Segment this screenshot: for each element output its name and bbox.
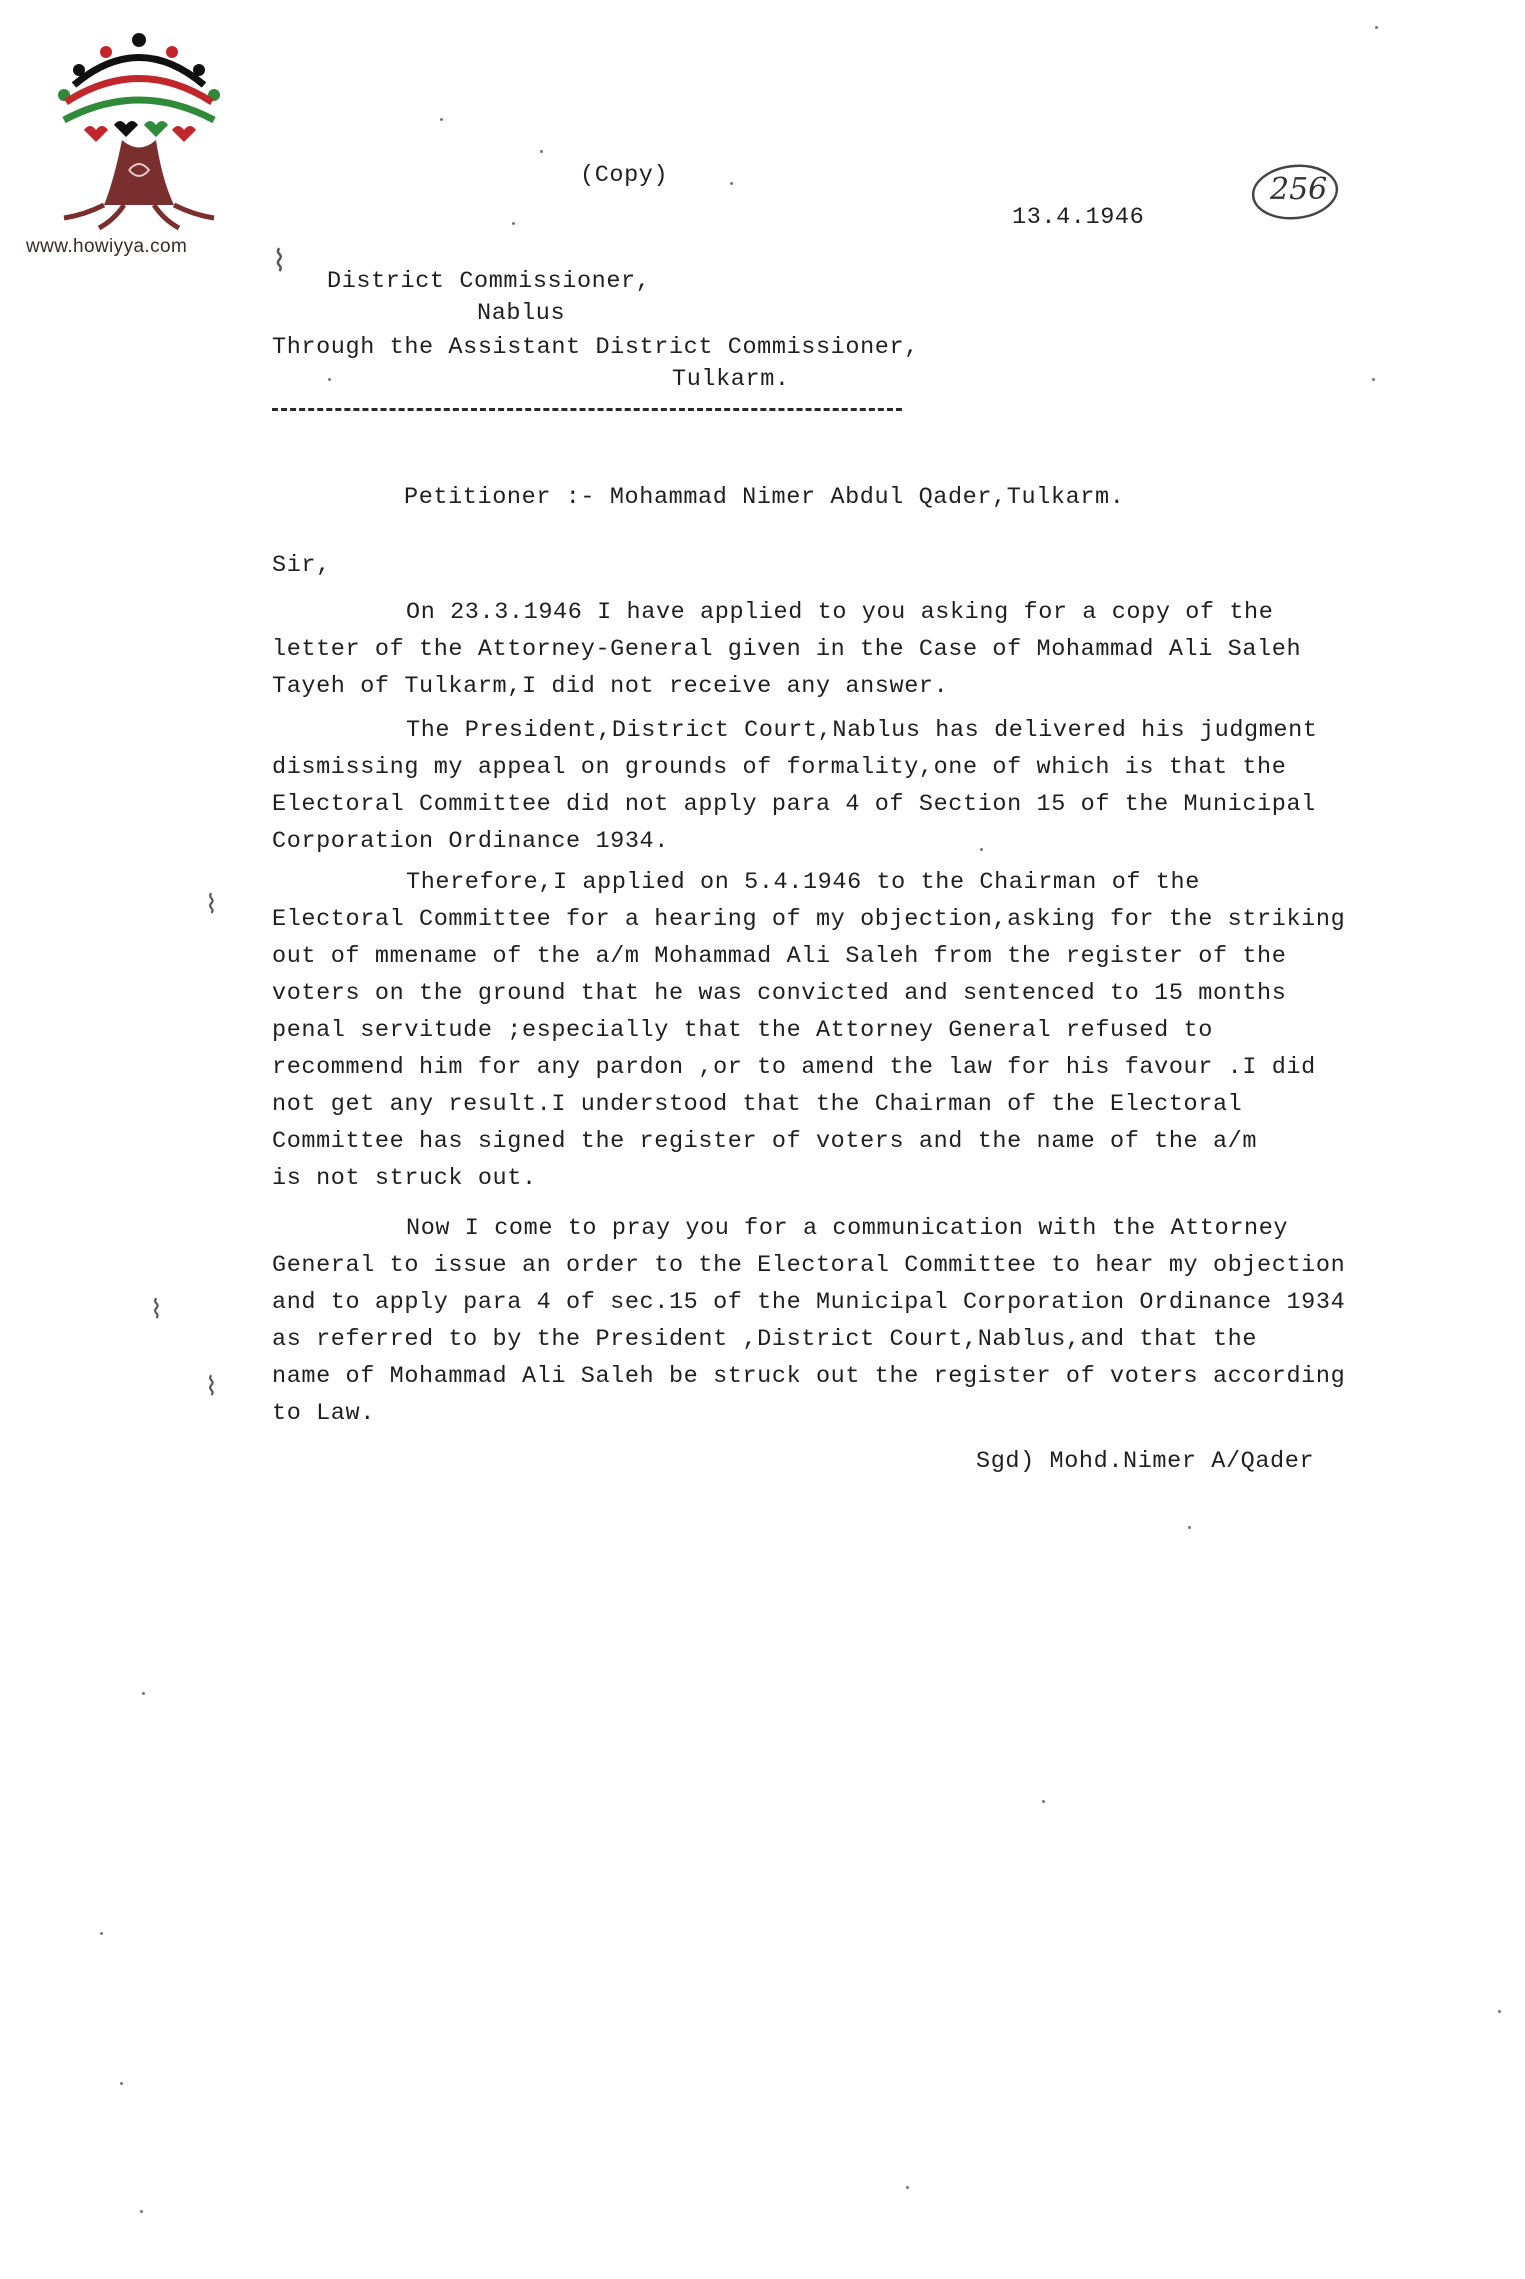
speck [1498,2010,1501,2013]
howiyya-logo [44,30,234,240]
speck [1372,378,1375,381]
margin-mark-icon: ⌇ [272,244,287,279]
logo-url: www.howiyya.com [26,236,188,257]
address-line-2: Nablus [477,300,566,327]
paragraph-1: On 23.3.1946 I have applied to you asking for a copy of the letter of the Attorney-General given in the Case of Mohammad Ali Saleh Tayeh of Tulkarm,I did not receive any answer. [272,599,1302,700]
speck [1042,1800,1045,1803]
speck [1375,26,1378,29]
folio-stamp [1240,150,1360,230]
speck [120,2082,123,2085]
speck [142,1692,145,1695]
salutation: Sir, [272,552,331,579]
paragraph-3: Therefore,I applied on 5.4.1946 to the Chairman of the Electoral Committee for a hearing of my objection,asking for the striking out of mmename of the a/m Mohammad Ali Saleh from the register of the voters on the ground that he was convicted and sentenced to 15 months penal servitude ;especially that the Attorney General refused to recommend him for any pardon ,or to amend the law for his favour .I did not get any result.I understood that the Chairman of the Electoral Committee has signed the register of voters and the name of the a/m is not struck out. [272,869,1346,1192]
paragraph-4: Now I come to pray you for a communication with the Attorney General to issue an order to the Electoral Committee to hear my objection and to apply para 4 of sec.15 of the Municipal Corporation Ordinance 1934 as referred to by the President ,District Court,Nablus,and that the name of Mohammad Ali Saleh be struck out the register of voters according to Law. [272,1215,1346,1427]
address-line-1: District Commissioner, [327,268,651,295]
hole-punch-mark-icon: ⌇ [205,890,218,920]
address-line-3: Through the Assistant District Commissioner, [272,334,919,361]
speck [100,1932,103,1935]
signature-line: Sgd) Mohd.Nimer A/Qader [976,1448,1315,1475]
tree-people-logo-icon [44,30,234,240]
dashed-separator [272,408,902,411]
hole-punch-mark-icon: ⌇ [150,1295,163,1325]
address-line-4: Tulkarm. [672,366,790,393]
folio-number: 256 [1270,172,1328,207]
speck [512,222,515,225]
paragraph-2: The President,District Court,Nablus has delivered his judgment dismissing my appeal on grounds of formality,one of which is that the Electoral Committee did not apply para 4 of Section 15 of the Municipal Corporation Ordinance 1934. [272,717,1318,855]
letter-date: 13.4.1946 [1012,204,1145,231]
hole-punch-mark-icon: ⌇ [205,1372,218,1402]
speck [440,118,443,121]
copy-label: (Copy) [580,162,669,189]
petitioner-line: Petitioner :- Mohammad Nimer Abdul Qader,Tulkarm. [404,484,1125,511]
speck [730,182,733,185]
speck [1188,1526,1191,1529]
speck [540,150,543,153]
speck [906,2186,909,2189]
speck [140,2210,143,2213]
speck [328,378,331,381]
speck [980,848,983,851]
